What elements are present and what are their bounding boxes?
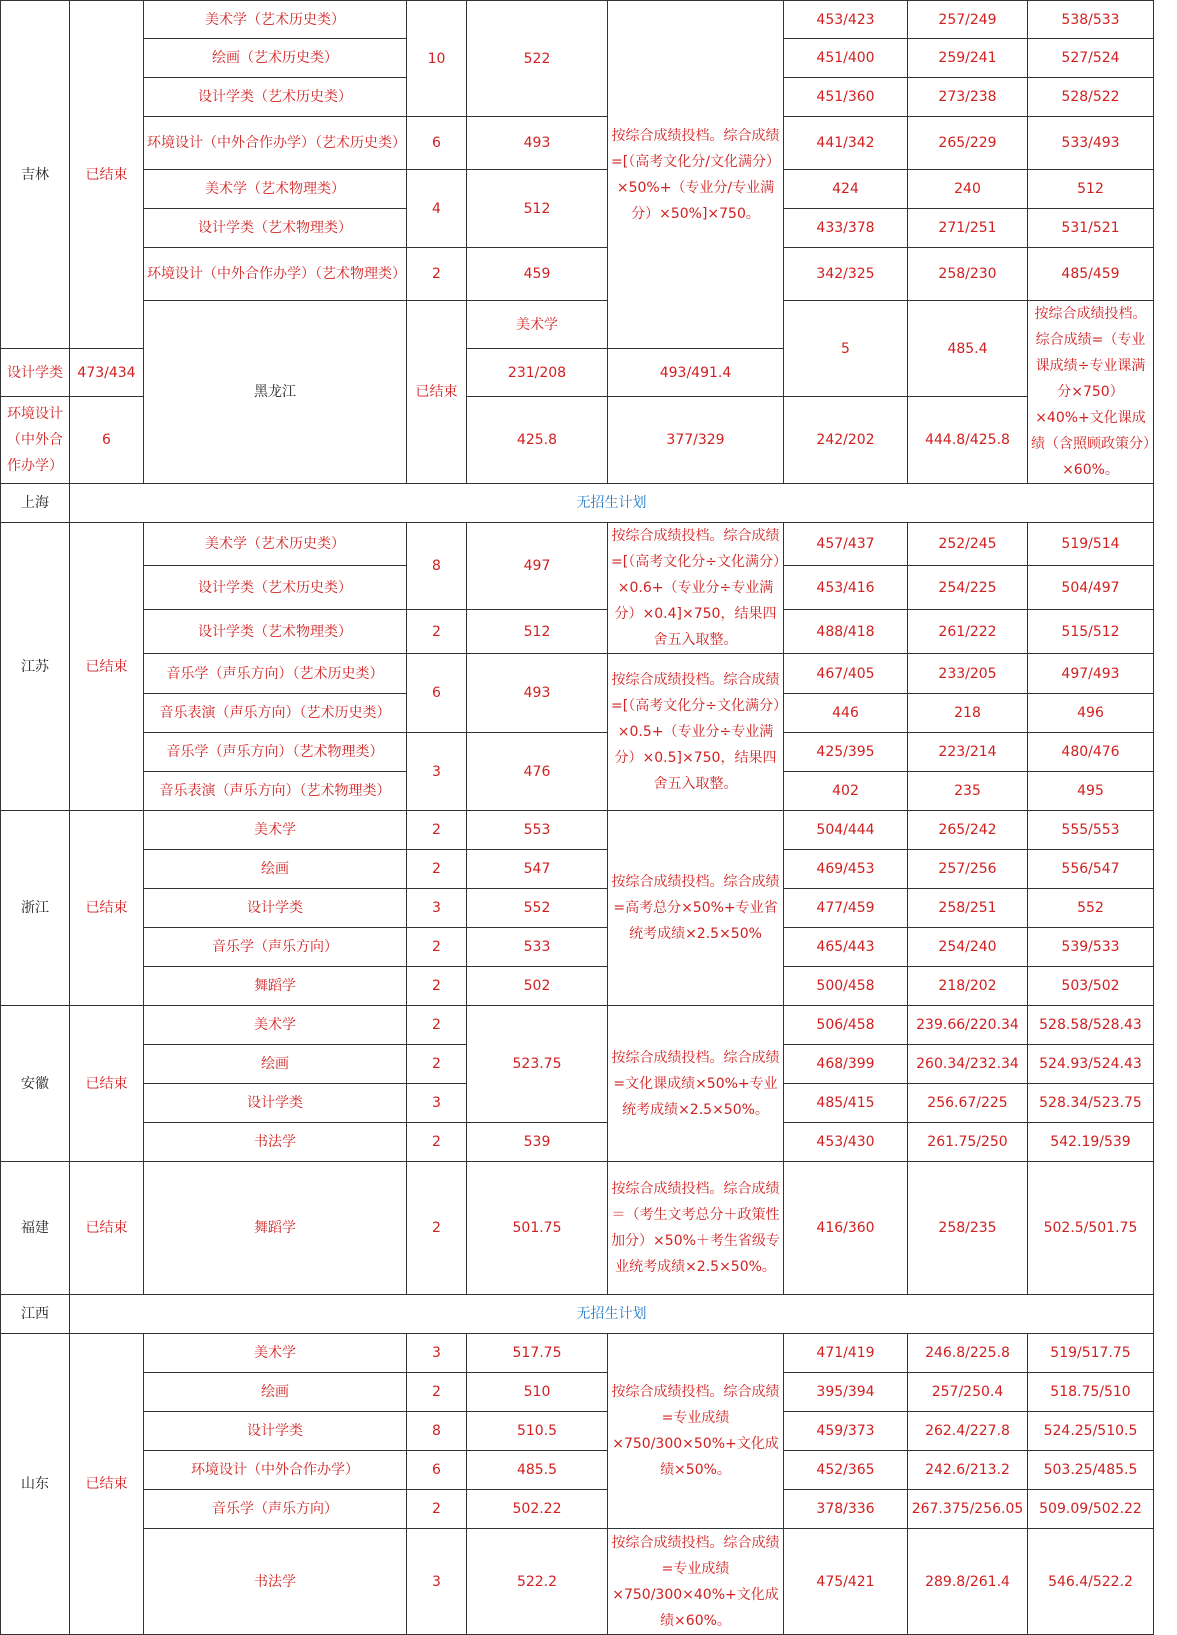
cell: 福建 (1, 1162, 70, 1295)
cell: 501.75 (467, 1162, 608, 1295)
cell: 浙江 (1, 811, 70, 1006)
cell: 环境设计（中外合作办学） (144, 1451, 407, 1490)
cell: 2 (407, 1373, 467, 1412)
table-row (1, 1529, 1154, 1635)
cell: 512 (1028, 170, 1154, 209)
cell: 519/514 (1028, 523, 1154, 566)
cell: 音乐学（声乐方向） (144, 928, 407, 967)
table-row (1, 850, 1154, 889)
cell: 设计学类（艺术物理类） (144, 209, 407, 248)
cell: 495 (1028, 772, 1154, 811)
cell: 257/250.4 (908, 1373, 1028, 1412)
cell: 江苏 (1, 523, 70, 811)
cell: 260.34/232.34 (908, 1045, 1028, 1084)
cell: 218 (908, 694, 1028, 733)
cell: 242/202 (784, 397, 908, 484)
cell: 493 (467, 117, 608, 170)
table-row (1, 248, 1154, 301)
cell: 258/235 (908, 1162, 1028, 1295)
cell: 舞蹈学 (144, 967, 407, 1006)
cell: 10 (407, 1, 467, 117)
cell: 已结束 (70, 1334, 144, 1635)
cell: 书法学 (144, 1529, 407, 1635)
cell: 497/493 (1028, 654, 1154, 694)
cell: 500/458 (784, 967, 908, 1006)
cell: 471/419 (784, 1334, 908, 1373)
cell: 舞蹈学 (144, 1162, 407, 1295)
cell: 512 (467, 170, 608, 248)
cell: 538/533 (1028, 1, 1154, 39)
table-row (1, 1373, 1154, 1412)
cell: 519/517.75 (1028, 1334, 1154, 1373)
cell: 黑龙江 (144, 301, 407, 484)
table-row (1, 811, 1154, 850)
table-row (1, 1123, 1154, 1162)
cell: 510.5 (467, 1412, 608, 1451)
cell: 459 (467, 248, 608, 301)
cell: 527/524 (1028, 39, 1154, 78)
cell: 已结束 (70, 811, 144, 1006)
table-row (1, 170, 1154, 209)
cell: 542.19/539 (1028, 1123, 1154, 1162)
cell: 503/502 (1028, 967, 1154, 1006)
cell: 453/430 (784, 1123, 908, 1162)
cell: 533/493 (1028, 117, 1154, 170)
cell: 546.4/522.2 (1028, 1529, 1154, 1635)
cell: 按综合成绩投档。综合成绩=[（高考文化分÷文化满分）×0.6+（专业分÷专业满分）×0.4]×750，结果四舍五入取整。 (608, 523, 784, 654)
cell: 424 (784, 170, 908, 209)
cell: 已结束 (70, 1006, 144, 1162)
cell: 524.93/524.43 (1028, 1045, 1154, 1084)
cell: 552 (467, 889, 608, 928)
cell: 531/521 (1028, 209, 1154, 248)
cell: 246.8/225.8 (908, 1334, 1028, 1373)
cell: 267.375/256.05 (908, 1490, 1028, 1529)
cell: 音乐学（声乐方向）（艺术物理类） (144, 733, 407, 772)
cell: 5 (784, 301, 908, 397)
cell: 3 (407, 889, 467, 928)
table-row (1, 889, 1154, 928)
cell: 环境设计（中外合作办学）（艺术物理类） (144, 248, 407, 301)
table-row (1, 733, 1154, 772)
cell: 475/421 (784, 1529, 908, 1635)
cell: 240 (908, 170, 1028, 209)
table-row (1, 654, 1154, 694)
cell: 402 (784, 772, 908, 811)
cell: 按综合成绩投档。综合成绩＝（考生文考总分＋政策性加分）×50%＋考生省级专业统考成绩×2.5×50%。 (608, 1162, 784, 1295)
cell: 8 (407, 523, 467, 610)
cell: 528/522 (1028, 78, 1154, 117)
cell: 美术学（艺术历史类） (144, 523, 407, 566)
cell: 425/395 (784, 733, 908, 772)
cell: 477/459 (784, 889, 908, 928)
cell: 254/240 (908, 928, 1028, 967)
cell: 3 (407, 1529, 467, 1635)
cell: 522.2 (467, 1529, 608, 1635)
cell: 265/229 (908, 117, 1028, 170)
cell: 4 (407, 170, 467, 248)
cell: 451/360 (784, 78, 908, 117)
cell: 231/208 (467, 349, 608, 397)
cell: 528.58/528.43 (1028, 1006, 1154, 1045)
cell: 416/360 (784, 1162, 908, 1295)
cell: 按综合成绩投档。综合成绩=专业成绩×750/300×50%+文化成绩×50%。 (608, 1334, 784, 1529)
cell: 539/533 (1028, 928, 1154, 967)
cell: 453/423 (784, 1, 908, 39)
cell: 377/329 (608, 397, 784, 484)
cell: 425.8 (467, 397, 608, 484)
cell: 493 (467, 654, 608, 733)
cell: 506/458 (784, 1006, 908, 1045)
cell: 3 (407, 733, 467, 811)
cell: 485/415 (784, 1084, 908, 1123)
cell: 按综合成绩投档。综合成绩=[（高考文化分÷文化满分）×0.5+（专业分÷专业满分）×0.5]×750，结果四舍五入取整。 (608, 654, 784, 811)
table-row (1, 117, 1154, 170)
cell: 绘画 (144, 850, 407, 889)
cell: 289.8/261.4 (908, 1529, 1028, 1635)
cell: 496 (1028, 694, 1154, 733)
cell: 485.5 (467, 1451, 608, 1490)
cell: 235 (908, 772, 1028, 811)
cell: 522 (467, 1, 608, 117)
cell: 518.75/510 (1028, 1373, 1154, 1412)
cell: 453/416 (784, 566, 908, 610)
cell: 457/437 (784, 523, 908, 566)
cell: 设计学类 (1, 349, 70, 397)
cell: 无招生计划 (70, 484, 1154, 523)
cell: 469/453 (784, 850, 908, 889)
table-row (1, 967, 1154, 1006)
cell: 无招生计划 (70, 1295, 1154, 1334)
cell: 556/547 (1028, 850, 1154, 889)
cell: 233/205 (908, 654, 1028, 694)
cell: 261.75/250 (908, 1123, 1028, 1162)
cell: 528.34/523.75 (1028, 1084, 1154, 1123)
table-row (1, 1162, 1154, 1295)
cell: 223/214 (908, 733, 1028, 772)
cell: 美术学 (144, 1334, 407, 1373)
cell: 设计学类（艺术历史类） (144, 78, 407, 117)
cell: 395/394 (784, 1373, 908, 1412)
cell: 设计学类 (144, 1084, 407, 1123)
table-row (1, 610, 1154, 654)
cell: 465/443 (784, 928, 908, 967)
cell: 218/202 (908, 967, 1028, 1006)
cell: 256.67/225 (908, 1084, 1028, 1123)
cell: 已结束 (407, 301, 467, 484)
cell: 按综合成绩投档。综合成绩=[（高考文化分/文化满分）×50%+（专业分/专业满分）×50%]×750。 (608, 1, 784, 349)
cell: 设计学类 (144, 889, 407, 928)
cell: 音乐学（声乐方向） (144, 1490, 407, 1529)
cell: 451/400 (784, 39, 908, 78)
table-row (1, 1, 1154, 39)
cell: 美术学 (467, 301, 608, 349)
cell: 环境设计（中外合作办学） (1, 397, 70, 484)
cell: 2 (407, 1490, 467, 1529)
cell: 502 (467, 967, 608, 1006)
table-row (1, 523, 1154, 566)
cell: 美术学（艺术历史类） (144, 1, 407, 39)
cell: 已结束 (70, 1162, 144, 1295)
table-row (1, 1412, 1154, 1451)
cell: 242.6/213.2 (908, 1451, 1028, 1490)
cell: 设计学类（艺术物理类） (144, 610, 407, 654)
table-row (1, 1295, 1154, 1334)
cell: 539 (467, 1123, 608, 1162)
cell: 2 (407, 248, 467, 301)
cell: 6 (407, 1451, 467, 1490)
cell: 533 (467, 928, 608, 967)
cell: 509.09/502.22 (1028, 1490, 1154, 1529)
cell: 512 (467, 610, 608, 654)
cell: 2 (407, 967, 467, 1006)
cell: 503.25/485.5 (1028, 1451, 1154, 1490)
cell: 3 (407, 1084, 467, 1123)
cell: 504/444 (784, 811, 908, 850)
cell: 239.66/220.34 (908, 1006, 1028, 1045)
cell: 261/222 (908, 610, 1028, 654)
cell: 美术学 (144, 811, 407, 850)
table-row (1, 928, 1154, 967)
cell: 473/434 (70, 349, 144, 397)
cell: 547 (467, 850, 608, 889)
cell: 8 (407, 1412, 467, 1451)
cell: 环境设计（中外合作办学）（艺术历史类） (144, 117, 407, 170)
cell: 555/553 (1028, 811, 1154, 850)
cell: 485.4 (908, 301, 1028, 397)
cell: 江西 (1, 1295, 70, 1334)
cell: 美术学（艺术物理类） (144, 170, 407, 209)
cell: 488/418 (784, 610, 908, 654)
cell: 252/245 (908, 523, 1028, 566)
cell: 2 (407, 1045, 467, 1084)
cell: 378/336 (784, 1490, 908, 1529)
cell: 517.75 (467, 1334, 608, 1373)
cell: 524.25/510.5 (1028, 1412, 1154, 1451)
cell: 459/373 (784, 1412, 908, 1451)
cell: 258/230 (908, 248, 1028, 301)
cell: 绘画 (144, 1373, 407, 1412)
cell: 美术学 (144, 1006, 407, 1045)
cell: 446 (784, 694, 908, 733)
cell: 271/251 (908, 209, 1028, 248)
cell: 书法学 (144, 1123, 407, 1162)
cell: 257/249 (908, 1, 1028, 39)
table-row (1, 1490, 1154, 1529)
cell: 按综合成绩投档。综合成绩=专业成绩×750/300×40%+文化成绩×60%。 (608, 1529, 784, 1635)
cell: 音乐学（声乐方向）（艺术历史类） (144, 654, 407, 694)
table-row (1, 1451, 1154, 1490)
cell: 绘画（艺术历史类） (144, 39, 407, 78)
cell: 2 (407, 1162, 467, 1295)
cell: 已结束 (70, 1, 144, 349)
cell: 273/238 (908, 78, 1028, 117)
cell: 绘画 (144, 1045, 407, 1084)
cell: 2 (407, 1123, 467, 1162)
cell: 265/242 (908, 811, 1028, 850)
cell: 502.5/501.75 (1028, 1162, 1154, 1295)
cell: 476 (467, 733, 608, 811)
cell: 433/378 (784, 209, 908, 248)
cell: 安徽 (1, 1006, 70, 1162)
cell: 按综合成绩投档。综合成绩=高考总分×50%+专业省统考成绩×2.5×50% (608, 811, 784, 1006)
cell: 按综合成绩投档。综合成绩=（专业课成绩÷专业课满分×750）×40%+文化课成绩（含照顾政策分）×60%。 (1028, 301, 1154, 484)
cell: 262.4/227.8 (908, 1412, 1028, 1451)
cell: 480/476 (1028, 733, 1154, 772)
cell: 已结束 (70, 523, 144, 811)
cell: 6 (407, 117, 467, 170)
cell: 468/399 (784, 1045, 908, 1084)
cell: 山东 (1, 1334, 70, 1635)
cell: 音乐表演（声乐方向）（艺术历史类） (144, 694, 407, 733)
cell: 441/342 (784, 117, 908, 170)
cell: 设计学类 (144, 1412, 407, 1451)
cell: 523.75 (467, 1006, 608, 1123)
cell: 2 (407, 811, 467, 850)
cell: 3 (407, 1334, 467, 1373)
cell: 510 (467, 1373, 608, 1412)
cell: 553 (467, 811, 608, 850)
cell: 497 (467, 523, 608, 610)
cell: 552 (1028, 889, 1154, 928)
table-row (1, 484, 1154, 523)
cell: 2 (407, 1006, 467, 1045)
cell: 259/241 (908, 39, 1028, 78)
cell: 吉林 (1, 1, 70, 349)
cell: 2 (407, 928, 467, 967)
cell: 257/256 (908, 850, 1028, 889)
cell: 485/459 (1028, 248, 1154, 301)
cell: 上海 (1, 484, 70, 523)
cell: 6 (407, 654, 467, 733)
cell: 6 (70, 397, 144, 484)
cell: 设计学类（艺术历史类） (144, 566, 407, 610)
cell: 515/512 (1028, 610, 1154, 654)
cell: 254/225 (908, 566, 1028, 610)
cell: 258/251 (908, 889, 1028, 928)
cell: 342/325 (784, 248, 908, 301)
table-row (1, 1334, 1154, 1373)
cell: 按综合成绩投档。综合成绩=文化课成绩×50%+专业统考成绩×2.5×50%。 (608, 1006, 784, 1162)
cell: 493/491.4 (608, 349, 784, 397)
cell: 2 (407, 610, 467, 654)
table-row (1, 301, 1154, 349)
cell: 音乐表演（声乐方向）（艺术物理类） (144, 772, 407, 811)
cell: 444.8/425.8 (908, 397, 1028, 484)
cell: 504/497 (1028, 566, 1154, 610)
cell: 467/405 (784, 654, 908, 694)
cell: 452/365 (784, 1451, 908, 1490)
cell: 2 (407, 850, 467, 889)
table-row (1, 1006, 1154, 1045)
cell: 502.22 (467, 1490, 608, 1529)
